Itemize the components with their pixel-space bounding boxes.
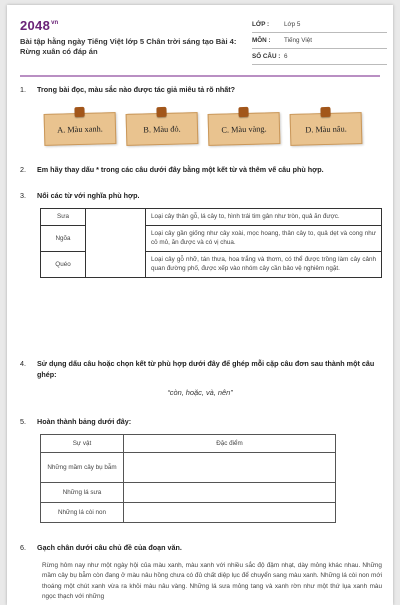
table-row: [41, 483, 336, 503]
passage-paragraph: Rừng hôm nay như một ngày hội của màu xanh, màu xanh với nhiều sắc độ đậm nhạt, dày mỏng khác nhau. Những mầm cây bụ bẫm còn đang ở màu nâu hồng chưa có đủ chất diệp lục để chuyển sang màu xanh. Những lá còi non mới thoáng một chút xanh vừa ra khỏi màu nâu vàng. Những lá sưa mỏng tang và xanh rờn như một thứ lụa xanh màu ngọc thạch với những: [42, 562, 382, 600]
meta-row-subject: MÔN : Tiếng Việt: [252, 33, 387, 49]
meta-row-class: LỚP : Lớp 5: [252, 17, 387, 33]
option-b-card[interactable]: B. Màu đỏ.: [126, 112, 199, 146]
document-title: Bài tập hằng ngày Tiếng Việt lớp 5 Chân trời sáng tạo Bài 4: Rừng xuân có đáp án: [20, 37, 237, 56]
meaning-cell: Loại cây thân gỗ, lá cây to, hình trái tim gân như tròn, quả ăn được.: [146, 209, 382, 226]
feature-cell[interactable]: [124, 503, 336, 523]
option-a-card[interactable]: A. Màu xanh.: [44, 112, 117, 146]
site-logo[interactable]: $2048^{vn}$: [20, 18, 59, 33]
pin-icon: [74, 107, 84, 117]
pin-icon: [156, 107, 166, 117]
pin-icon: [320, 107, 330, 117]
question-3: 3. Nối các từ với nghĩa phù hợp.: [20, 191, 140, 200]
option-d-card[interactable]: D. Màu nâu.: [290, 112, 363, 146]
conjunction-list: “còn, hoặc, và, nên”: [167, 388, 233, 397]
header-divider: [20, 75, 380, 77]
question-4: 4. Sử dụng dấu câu hoặc chọn kết từ phù hợp dưới đây để ghép mỗi cặp câu đơn sau thành một câu ghép:: [20, 359, 375, 379]
thing-cell: Những lá còi non: [41, 503, 124, 523]
meta-table: [252, 17, 387, 65]
column-header: Đặc điểm: [124, 435, 336, 453]
question-1: 1. Trong bài đọc, màu sắc nào được tác giả miêu tả rõ nhất?: [20, 85, 236, 94]
question-6: 6. Gạch chân dưới câu chủ đề của đoạn văn.: [20, 543, 182, 552]
blank-match-column[interactable]: [86, 209, 146, 278]
option-c-card[interactable]: C. Màu vàng.: [208, 112, 281, 146]
question-2: 2. Em hãy thay dấu * trong các câu dưới đây bằng một kết từ và thêm vế câu phù hợp.: [20, 165, 324, 174]
word-cell: Quéo: [41, 251, 86, 277]
completion-table: [40, 434, 336, 523]
table-row: [41, 209, 382, 226]
table-header-row: [41, 435, 336, 453]
feature-cell[interactable]: [124, 483, 336, 503]
column-header: Sự vật: [41, 435, 124, 453]
thing-cell: Những lá sưa: [41, 483, 124, 503]
meaning-cell: Loại cây gần giống như cây xoài, mọc hoang, thân cây to, quả dẹt và cong như cỏ mỏ, ăn được và có vị chua.: [146, 225, 382, 251]
question-5: 5. Hoàn thành bảng dưới đây:: [20, 417, 132, 426]
feature-cell[interactable]: [124, 453, 336, 483]
meaning-cell: Loại cây gỗ nhỡ, tán thưa, hoa trắng và thơm, có thể được trồng làm cây cảnh quan đường phố, được xếp vào nhóm cây cần bảo vệ nghiêm ngặt.: [146, 251, 382, 277]
pin-icon: [238, 107, 248, 117]
header: [7, 5, 393, 75]
meta-row-count: SỐ CÂU : 6: [252, 49, 387, 65]
worksheet-page: [7, 5, 393, 605]
table-row: [41, 503, 336, 523]
word-cell: Ngõa: [41, 225, 86, 251]
matching-table: [40, 208, 382, 278]
word-cell: Sưa: [41, 209, 86, 226]
table-row: [41, 453, 336, 483]
thing-cell: Những mầm cây bụ bẫm: [41, 453, 124, 483]
